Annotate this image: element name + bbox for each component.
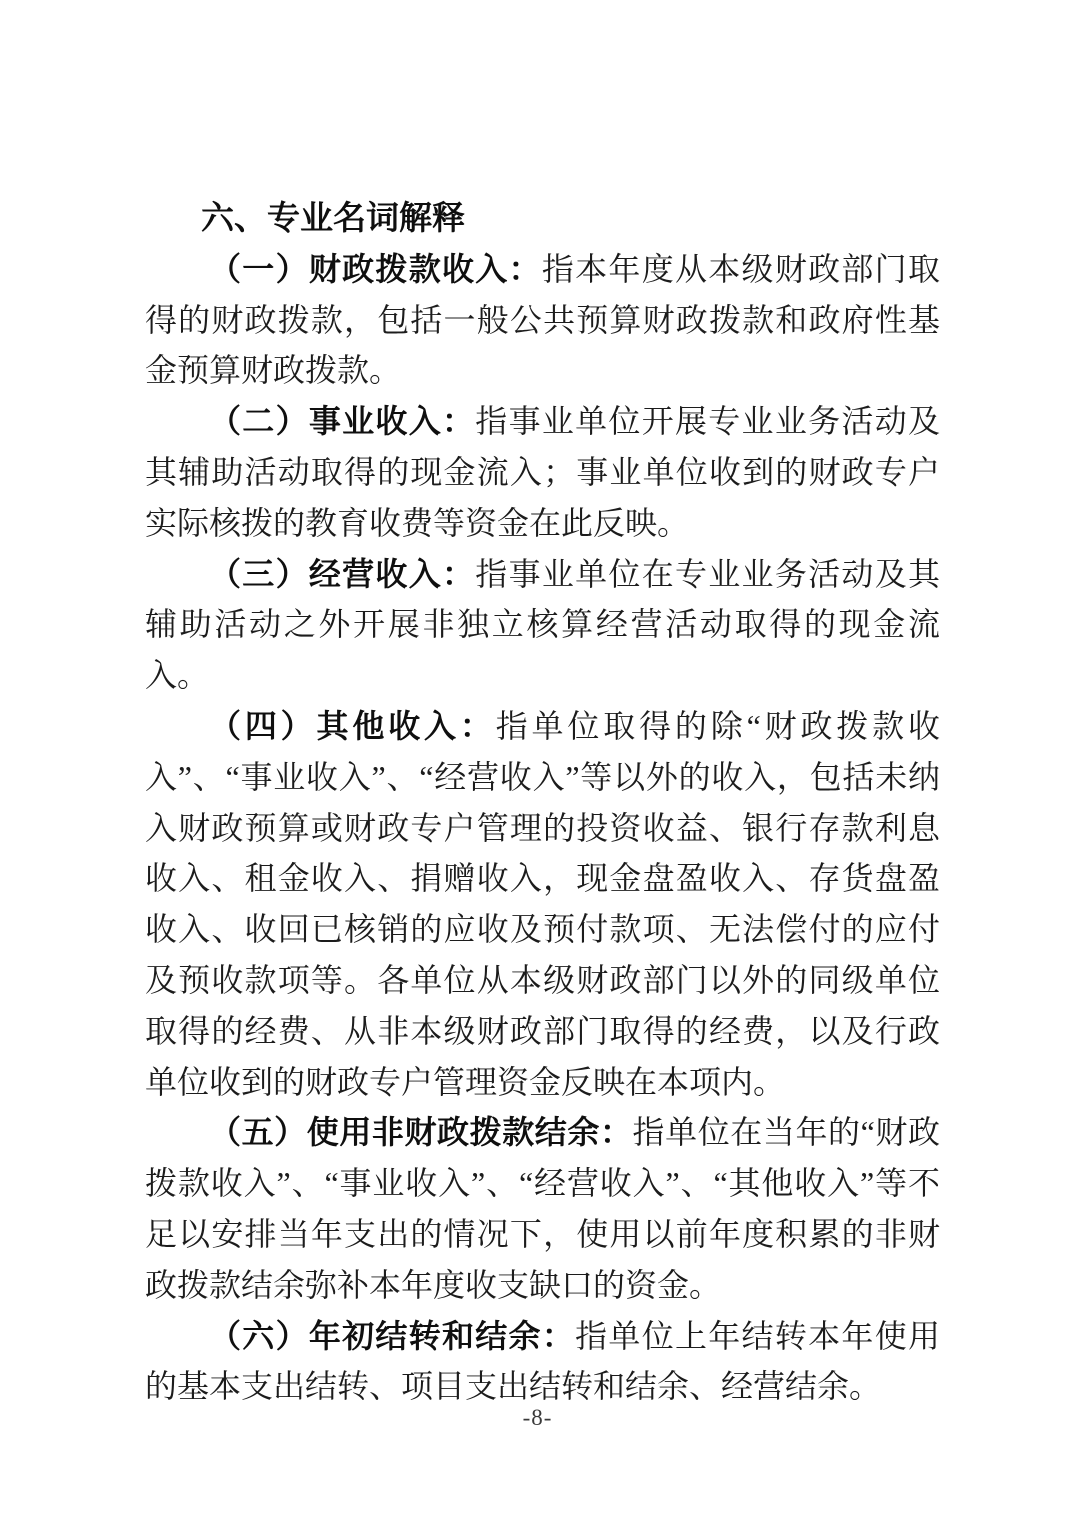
term-paragraph-1 [145,244,940,396]
document-content [145,193,940,1412]
term-label-6: （六）年初结转和结余： [209,1317,576,1354]
term-paragraph-3 [145,549,940,701]
term-paragraph-5 [145,1107,940,1310]
term-definition-3: 指事业单位在专业业务活动及其辅助活动之外开展非独立核算经营活动取得的现金流入。 [145,555,940,694]
term-label-5: （五）使用非财政拨款结余： [209,1114,633,1151]
term-definition-5: 指单位在当年的“财政拨款收入”、“事业收入”、“经营收入”、“其他收入”等不足以安排当年支出的情况下，使用以前年度积累的非财政拨款结余弥补本年度收支缺口的资金。 [145,1114,940,1303]
term-paragraph-6 [145,1311,940,1413]
term-label-4: （四）其他收入： [209,707,496,744]
term-label-1: （一）财政拨款收入： [209,250,542,287]
page-number: -8- [522,1405,553,1430]
term-paragraph-4 [145,701,940,1107]
section-heading: 六、专业名词解释 [201,199,465,236]
term-definition-6: 指单位上年结转本年使用的基本支出结转、项目支出结转和结余、经营结余。 [145,1317,940,1405]
term-paragraph-2 [145,396,940,548]
term-definition-2: 指事业单位开展专业业务活动及其辅助活动取得的现金流入；事业单位收到的财政专户实际核拨的教育收费等资金在此反映。 [145,403,940,541]
term-definition-4: 指单位取得的除“财政拨款收入”、“事业收入”、“经营收入”等以外的收入，包括未纳入财政预算或财政专户管理的投资收益、银行存款利息收入、租金收入、捐赠收入，现金盘盈收入、存货盘盈收入、收回已核销的应收及预付款项、无法偿付的应付及预收款项等。各单位从本级财政部门以外的同级单位取得的经费、从非本级财政部门取得的经费，以及行政单位收到的财政专户管理资金反映在本项内。 [145,707,940,1100]
term-label-3: （三）经营收入： [209,555,476,592]
term-definition-1: 指本年度从本级财政部门取得的财政拨款，包括一般公共预算财政拨款和政府性基金预算财政拨款。 [145,250,940,389]
term-label-2: （二）事业收入： [209,403,476,440]
